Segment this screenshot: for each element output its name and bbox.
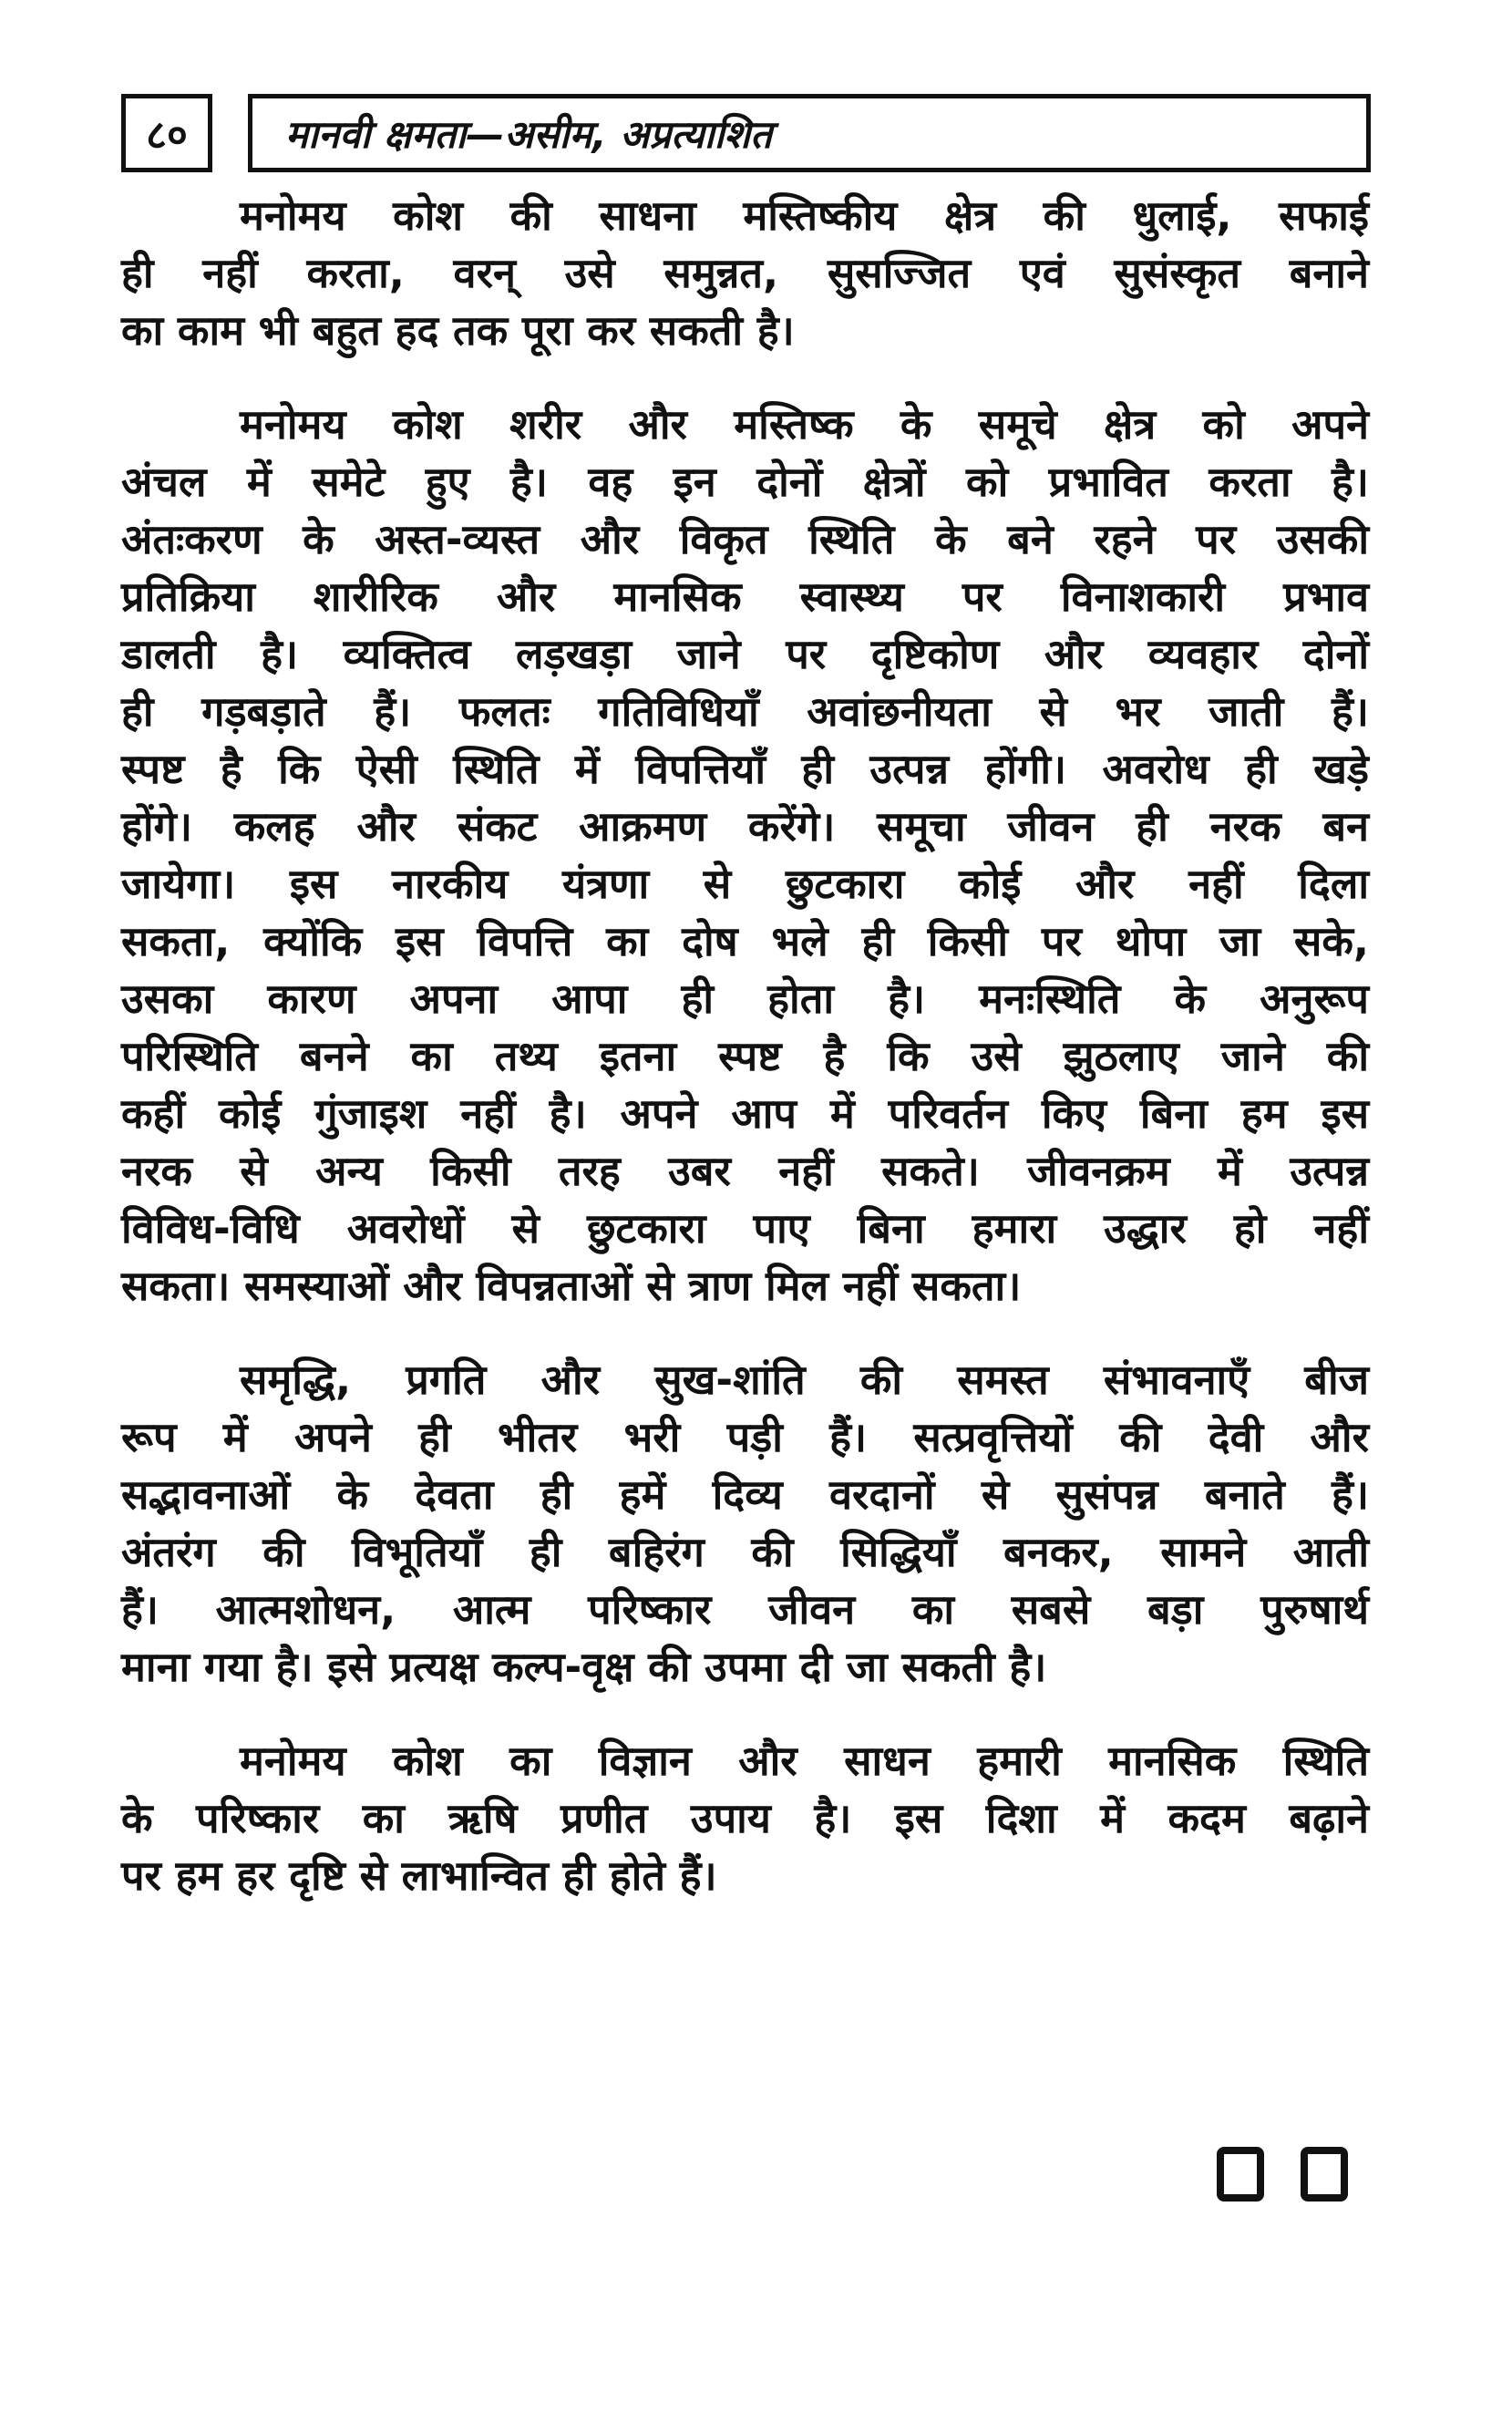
text-line: पर हम हर दृष्टि से लाभान्वित ही होते हैं। [121,1851,717,1900]
text-line: माना गया है। इसे प्रत्यक्ष कल्प-वृक्ष की उपमा दी जा सकती है। [121,1643,1047,1691]
text-line: परिस्थिति बनने का तथ्य इतना स्पष्ट है कि उसे झुठलाए जाने की [121,1032,1369,1080]
text-line: का काम भी बहुत हद तक पूरा कर सकती है। [121,306,795,355]
text-line: हैं। आत्मशोधन, आत्म परिष्कार जीवन का सबसे बड़ा पुरुषार्थ [121,1585,1369,1634]
text-line: सद्भावनाओं के देवता ही हमें दिव्य वरदानों से सुसंपन्न बनाते हैं। [121,1470,1369,1519]
text-line: उसका कारण अपना आपा ही होता है। मनःस्थिति के अनुरूप [121,974,1369,1023]
text-line: अंचल में समेटे हुए है। वह इन दोनों क्षेत्रों को प्रभावित करता है। [121,458,1369,506]
paragraph [121,396,1369,1315]
text-line: विविध-विधि अवरोधों से छुटकारा पाए बिना हमारा उद्धार हो नहीं [121,1204,1369,1253]
page-number: ८० [121,94,212,172]
text-line: के परिष्कार का ऋषि प्रणीत उपाय है। इस दिशा में कदम बढ़ाने [121,1794,1369,1842]
text-line: समृद्धि, प्रगति और सुख-शांति की समस्त संभावनाएँ बीज [240,1356,1369,1404]
text-line: मनोमय कोश शरीर और मस्तिष्क के समूचे क्षेत्र को अपने [240,400,1369,449]
text-line: अंतःकरण के अस्त-व्यस्त और विकृत स्थिति के बने रहने पर उसकी [121,515,1369,563]
text-line: अंतरंग की विभूतियाँ ही बहिरंग की सिद्धियाँ बनकर, सामने आती [121,1528,1369,1576]
text-line: रूप में अपने ही भीतर भरी पड़ी हैं। सत्प्रवृत्तियों की देवी और [121,1413,1369,1461]
text-line: ही नहीं करता, वरन् उसे समुन्नत, सुसज्जित एवं सुसंस्कृत बनाने [121,249,1369,297]
page-body [121,187,1369,1941]
running-header-title: मानवी क्षमता—असीम, अप्रत्याशित [248,94,1371,172]
paragraph [121,1351,1369,1696]
text-line: होंगे। कलह और संकट आक्रमण करेंगे। समूचा जीवन ही नरक बन [121,802,1369,851]
end-square-icon [1301,2147,1348,2202]
text-line: कहीं कोई गुंजाइश नहीं है। अपने आप में परिवर्तन किए बिना हम इस [121,1089,1369,1138]
text-line: नरक से अन्य किसी तरह उबर नहीं सकते। जीवनक्रम में उत्पन्न [121,1147,1369,1195]
text-line: डालती है। व्यक्तित्व लड़खड़ा जाने पर दृष्टिकोण और व्यवहार दोनों [121,630,1369,678]
text-line: प्रतिक्रिया शारीरिक और मानसिक स्वास्थ्य पर विनाशकारी प्रभाव [121,572,1369,621]
text-line: सकता। समस्याओं और विपन्नताओं से त्राण मिल नहीं सकता। [121,1262,1022,1310]
text-line: सकता, क्योंकि इस विपत्ति का दोष भले ही किसी पर थोपा जा सके, [121,917,1369,965]
end-square-icon [1217,2147,1264,2202]
end-mark [1217,2147,1348,2202]
text-line: ही गड़बड़ाते हैं। फलतः गतिविधियाँ अवांछनीयता से भर जाती हैं। [121,687,1369,736]
paragraph [121,187,1369,359]
text-line: मनोमय कोश का विज्ञान और साधन हमारी मानसिक स्थिति [240,1737,1369,1785]
paragraph [121,1732,1369,1904]
text-line: जायेगा। इस नारकीय यंत्रणा से छुटकारा कोई और नहीं दिला [121,860,1369,908]
text-line: मनोमय कोश की साधना मस्तिष्कीय क्षेत्र की धुलाई, सफाई [240,191,1369,240]
text-line: स्पष्ट है कि ऐसी स्थिति में विपत्तियाँ ही उत्पन्न होंगी। अवरोध ही खड़े [121,745,1369,793]
